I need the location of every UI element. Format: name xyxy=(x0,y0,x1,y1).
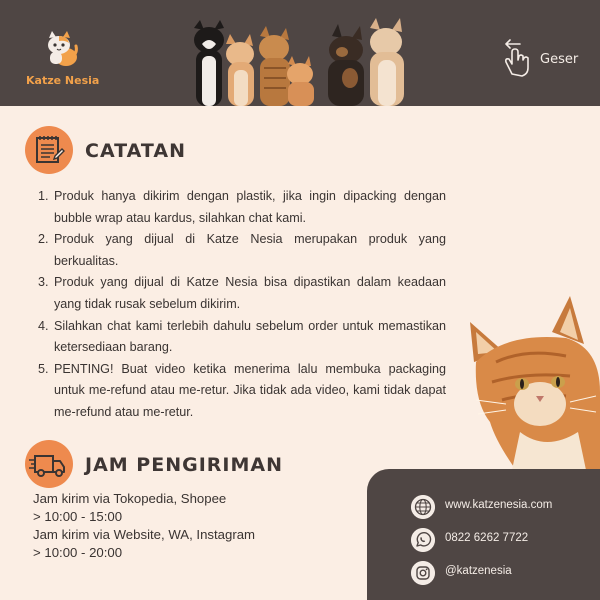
list-item xyxy=(36,359,446,424)
contact-website[interactable] xyxy=(411,495,591,519)
contact-phone[interactable] xyxy=(411,528,591,552)
list-item xyxy=(36,316,446,359)
delivery-truck-icon xyxy=(25,440,73,488)
swipe-hand-icon xyxy=(500,38,534,78)
swipe-hint[interactable] xyxy=(500,38,590,82)
list-item-text: Produk yang dijual di Katze Nesia merupakan produk yang berkualitas. xyxy=(54,232,446,268)
globe-icon xyxy=(411,495,435,519)
brand-logo[interactable] xyxy=(26,26,98,92)
notes-title: CATATAN xyxy=(85,140,186,162)
whatsapp-icon xyxy=(411,528,435,552)
schedule-line: Jam kirim via Website, WA, Instagram xyxy=(33,527,256,542)
list-item-text: Produk yang dijual di Katze Nesia bisa dipastikan dalam keadaan yang tidak rusak sebelum dikirim. xyxy=(54,275,446,311)
schedule-line: Jam kirim via Tokopedia, Shopee xyxy=(33,491,227,506)
list-number: 1. xyxy=(38,189,49,203)
shipping-section-icon xyxy=(25,440,73,488)
schedule-line: > 10:00 - 15:00 xyxy=(33,509,123,524)
list-item xyxy=(36,229,446,272)
list-item-text: Silahkan chat kami terlebih dahulu sebelum order untuk memastikan ketersediaan barang. xyxy=(54,318,446,355)
contact-panel xyxy=(367,469,600,600)
instagram-icon xyxy=(411,561,435,585)
list-item xyxy=(36,186,446,229)
notes-section-icon xyxy=(25,126,73,174)
shipping-title: JAM PENGIRIMAN xyxy=(85,454,283,476)
cat-mascot-icon xyxy=(40,28,80,68)
website-text: www.katzenesia.com xyxy=(445,499,553,511)
list-item-text: PENTING! Buat video ketika menerima lalu membuka packaging untuk me-refund atau me-retur. Jika tidak ada video, kami tidak dapat me-refund atau me-retur. xyxy=(54,361,446,419)
contact-instagram[interactable] xyxy=(411,561,591,585)
header-bar xyxy=(0,0,600,106)
list-number: 3. xyxy=(38,275,49,290)
notes-list xyxy=(36,186,446,424)
list-number: 2. xyxy=(38,232,49,247)
notepad-icon xyxy=(25,126,73,174)
instagram-text: @katzenesia xyxy=(445,565,512,577)
list-number: 5. xyxy=(38,361,49,376)
phone-text: 0822 6262 7722 xyxy=(445,532,529,544)
maine-coon-cat-photo xyxy=(466,292,600,470)
cats-group-photo xyxy=(190,16,412,106)
schedule-line: > 10:00 - 20:00 xyxy=(33,545,123,560)
brand-name: Katze Nesia xyxy=(26,74,100,87)
list-item xyxy=(36,272,446,315)
shipping-schedule xyxy=(33,490,333,562)
list-item-text: Produk hanya dikirim dengan plastik, jika ingin dipacking dengan bubble wrap atau kardus, silahkan chat kami. xyxy=(54,189,446,225)
swipe-label: Geser xyxy=(540,52,579,67)
list-number: 4. xyxy=(38,318,49,333)
